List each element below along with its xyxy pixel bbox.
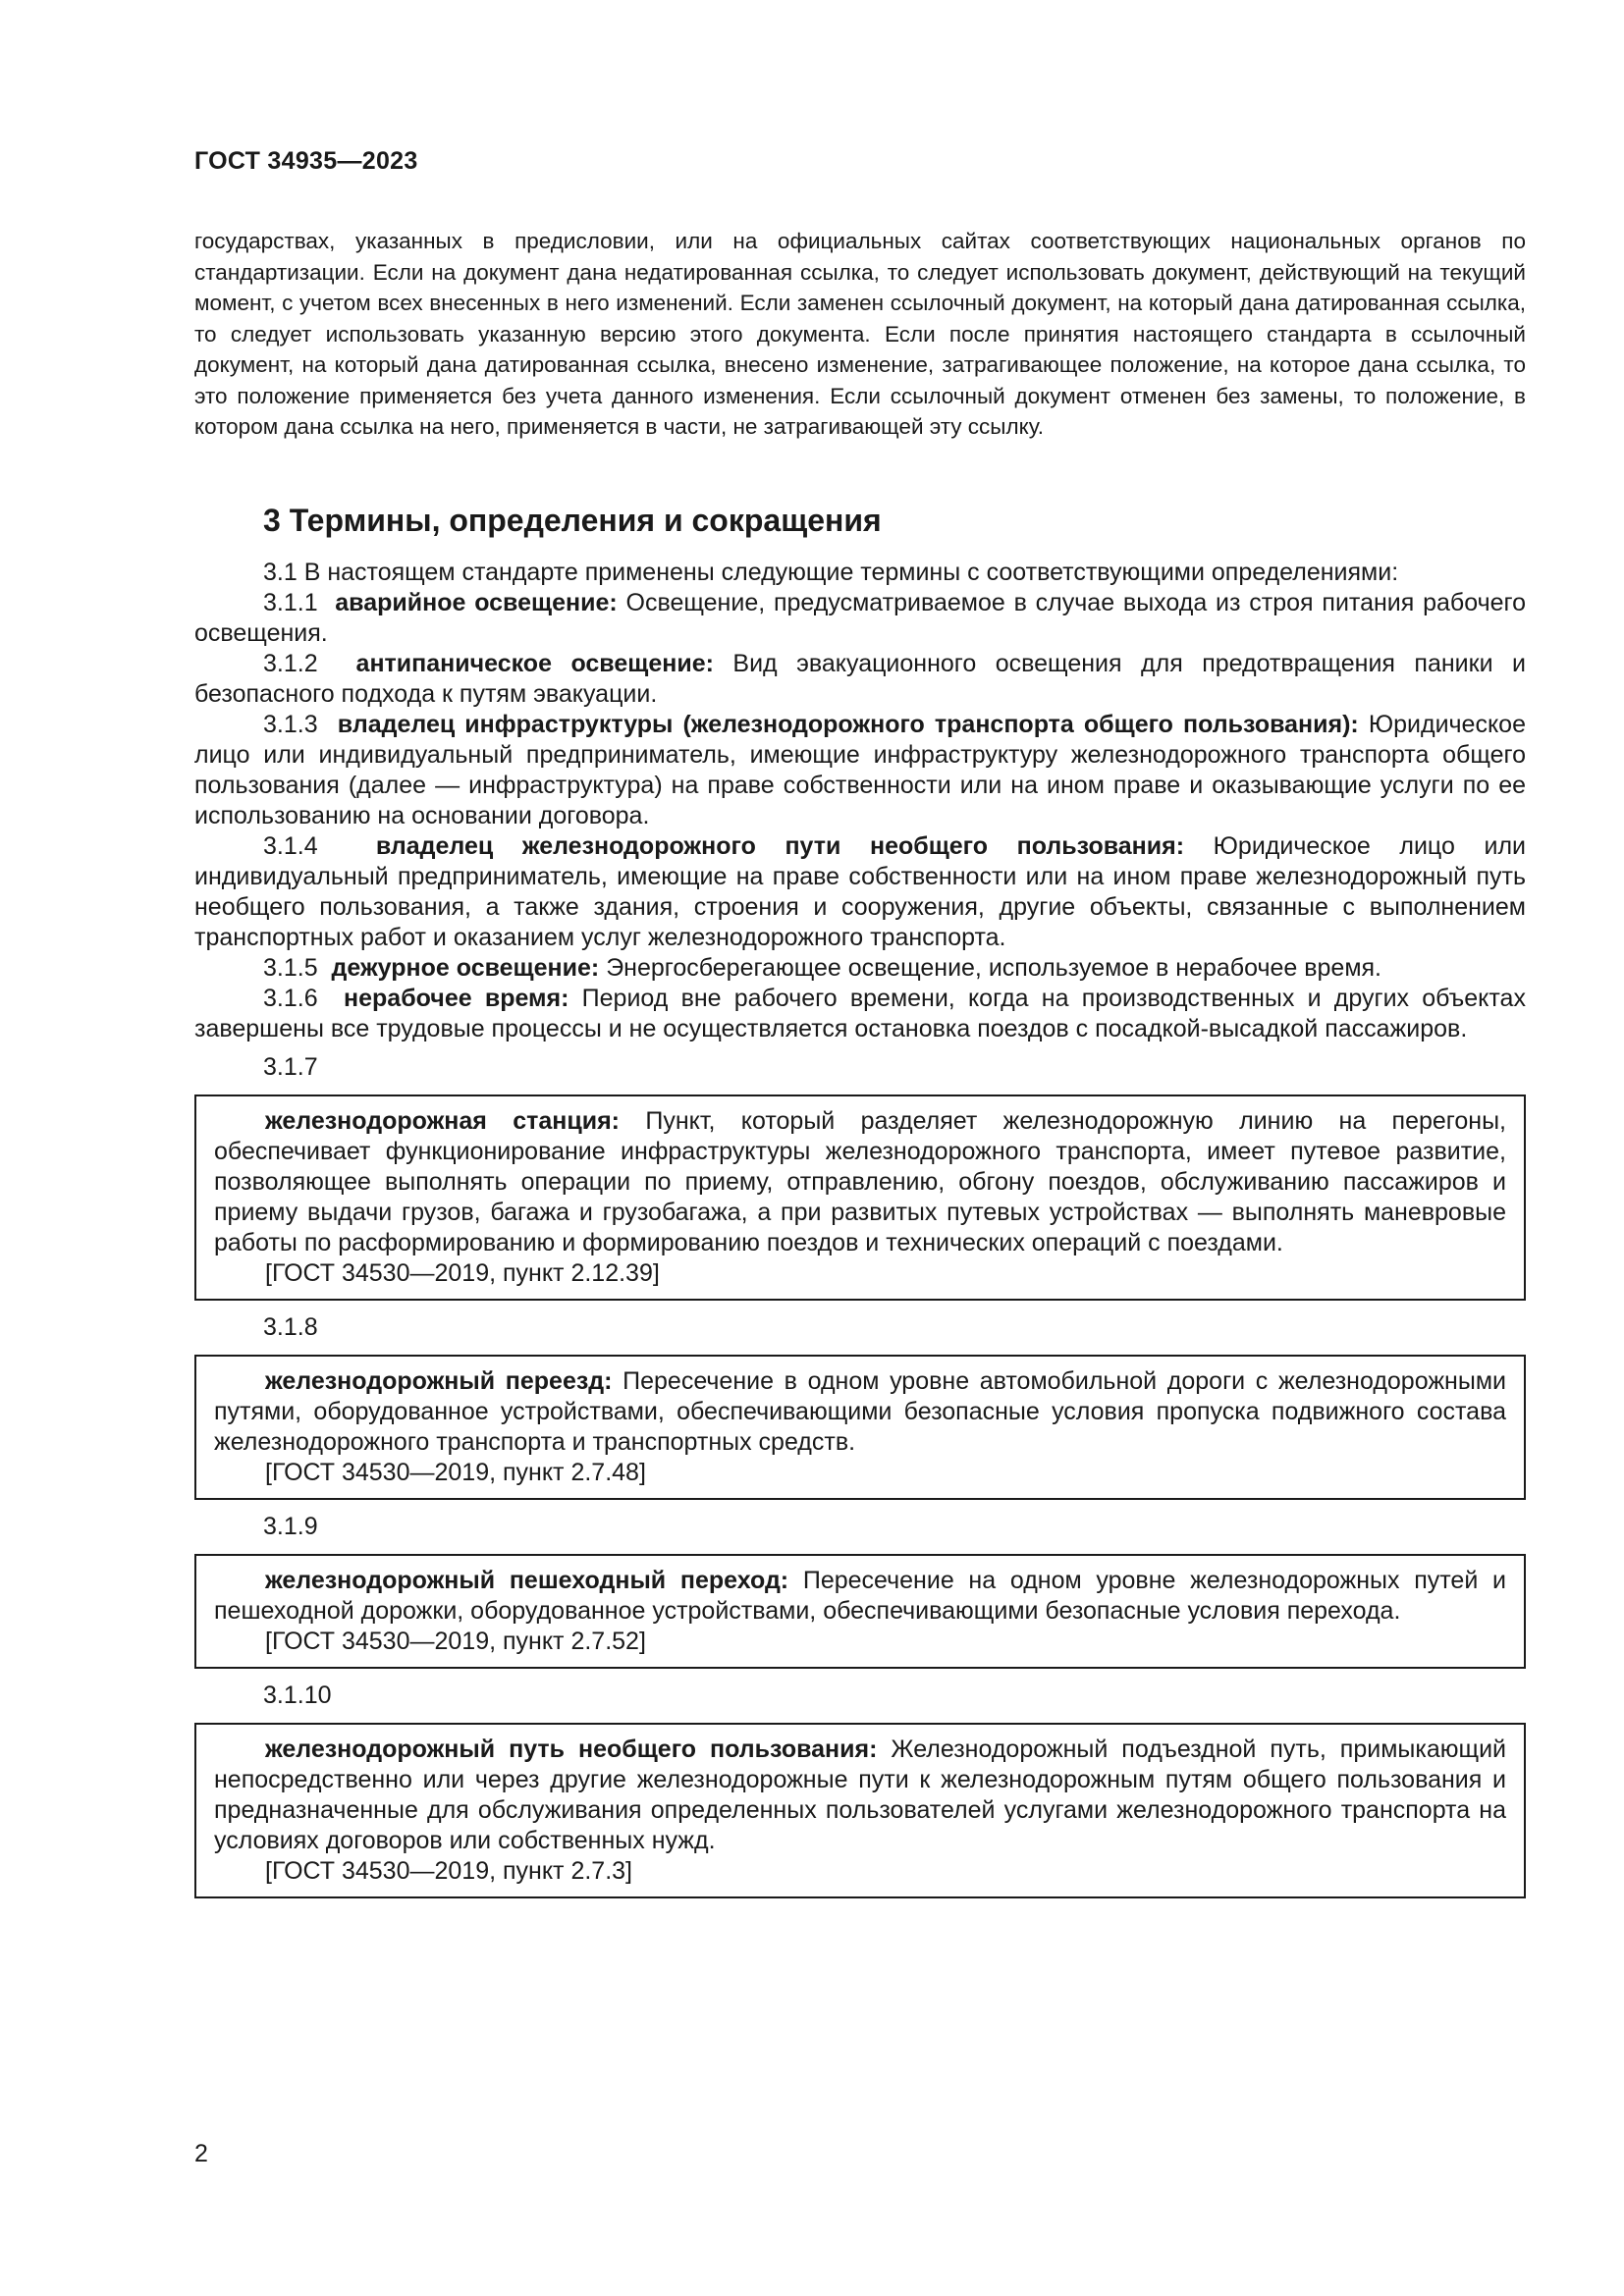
term-definition: Вид эвакуационного освещения для предотвращения паники и безопасного подхода к путям эвакуации. [194, 650, 1526, 708]
term-name: нерабочее время: [344, 985, 569, 1012]
term-number: 3.1.4 [263, 832, 318, 860]
term-definition: Пересечение в одном уровне автомобильной дороги с железнодорожными путями, оборудованное устройствами, обеспечивающими безопасные условия пропуска подвижного состава железнодорожного транспорта и транспортных средств. [214, 1367, 1506, 1456]
boxed-term [214, 1735, 1506, 1856]
boxed-term-number: 3.1.7 [263, 1053, 318, 1081]
term-entry [194, 984, 1526, 1044]
document-code: ГОСТ 34935—2023 [194, 147, 418, 175]
term-name: антипаническое освещение: [355, 650, 714, 677]
boxed-term-number: 3.1.10 [263, 1682, 332, 1709]
term-name: владелец инфраструктуры (железнодорожного транспорта общего пользования): [337, 711, 1359, 738]
term-number: 3.1.6 [263, 985, 318, 1012]
term-number: 3.1.3 [263, 711, 318, 738]
term-number: 3.1.1 [263, 589, 318, 616]
page-number: 2 [194, 2140, 208, 2167]
boxed-term [214, 1106, 1506, 1258]
term-definition: Освещение, предусматриваемое в случае выхода из строя питания рабочего освещения. [194, 589, 1526, 647]
term-source: [ГОСТ 34530—2019, пункт 2.7.52] [265, 1628, 646, 1655]
term-definition: Железнодорожный подъездной путь, примыкающий непосредственно или через другие железнодорожные пути к железнодорожным путям общего пользования и предназначенные для обслуживания определенных пользователей услугами железнодорожного транспорта на условиях договоров или собственных нужд. [214, 1735, 1506, 1854]
term-definition: Пункт, который разделяет железнодорожную линию на перегоны, обеспечивает функционирование инфраструктуры железнодорожного транспорта, имеет путевое развитие, позволяющее выполнять операции по приему, отправлению, обгону поездов, обслуживанию пассажиров и приему выдачи грузов, багажа и грузобагажа, а при развитых путевых устройствах — выполнять маневровые работы по расформированию и формированию поездов и технических операций с поездами. [214, 1107, 1506, 1256]
boxed-term [214, 1566, 1506, 1627]
term-entry [194, 953, 1526, 984]
section-title: 3 Термины, определения и сокращения [263, 503, 882, 538]
term-box [194, 1723, 1526, 1898]
term-entry [194, 588, 1526, 649]
terms-content [194, 558, 1526, 1910]
term-number: 3.1.5 [263, 954, 318, 982]
term-name: железнодорожный пешеходный переход: [265, 1567, 789, 1594]
term-box [194, 1355, 1526, 1500]
term-definition: Период вне рабочего времени, когда на производственных и других объектах завершены все трудовые процессы и не осуществляется остановка поездов с посадкой-высадкой пассажиров. [194, 985, 1526, 1042]
term-name: железнодорожный путь необщего пользования: [265, 1735, 878, 1763]
boxed-term-number: 3.1.8 [263, 1313, 318, 1341]
boxed-term [214, 1366, 1506, 1458]
term-name: железнодорожный переезд: [265, 1367, 613, 1395]
term-entry [194, 649, 1526, 710]
term-source: [ГОСТ 34530—2019, пункт 2.12.39] [265, 1259, 660, 1287]
term-name: железнодорожная станция: [265, 1107, 621, 1135]
section-intro: 3.1 В настоящем стандарте применены следующие термины с соответствующими определениями: [263, 559, 1399, 586]
term-definition: Юридическое лицо или индивидуальный предприниматель, имеющие на праве собственности или на ином праве железнодорожный путь необщего пользования, а также здания, строения и сооружения, другие объекты, связанные с выполнением транспортных работ и оказанием услуг железнодорожного транспорта. [194, 832, 1526, 951]
term-source: [ГОСТ 34530—2019, пункт 2.7.48] [265, 1459, 646, 1486]
term-entry [194, 710, 1526, 831]
term-definition: Пересечение на одном уровне железнодорожных путей и пешеходной дорожки, оборудованное устройствами, обеспечивающими безопасные условия перехода. [214, 1567, 1506, 1625]
intro-paragraph: государствах, указанных в предисловии, или на официальных сайтах соответствующих национальных органов по стандартизации. Если на документ дана недатированная ссылка, то следует использовать документ, действующий на текущий момент, с учетом всех внесенных в него изменений. Если заменен ссылочный документ, на который дана датированная ссылка, то следует использовать указанную версию этого документа. Если после принятия настоящего стандарта в ссылочный документ, на который дана датированная ссылка, внесено изменение, затрагивающее положение, на которое дана ссылка, то это положение применяется без учета данного изменения. Если ссылочный документ отменен без замены, то положение, в котором дана ссылка на него, применяется в части, не затрагивающей эту ссылку. [194, 229, 1526, 439]
term-name: владелец железнодорожного пути необщего пользования: [375, 832, 1185, 860]
term-source: [ГОСТ 34530—2019, пункт 2.7.3] [265, 1857, 632, 1885]
term-name: дежурное освещение: [331, 954, 600, 982]
term-definition: Энергосберегающее освещение, используемое в нерабочее время. [606, 954, 1381, 982]
term-name: аварийное освещение: [335, 589, 618, 616]
term-definition: Юридическое лицо или индивидуальный предприниматель, имеющие инфраструктуру железнодорожного транспорта общего пользования (далее — инфраструктура) на праве собственности или на ином праве и оказывающие услуги по ее использованию на основании договора. [194, 711, 1526, 829]
term-box [194, 1554, 1526, 1669]
term-entry [194, 831, 1526, 953]
boxed-term-number: 3.1.9 [263, 1513, 318, 1540]
term-number: 3.1.2 [263, 650, 318, 677]
term-box [194, 1095, 1526, 1301]
